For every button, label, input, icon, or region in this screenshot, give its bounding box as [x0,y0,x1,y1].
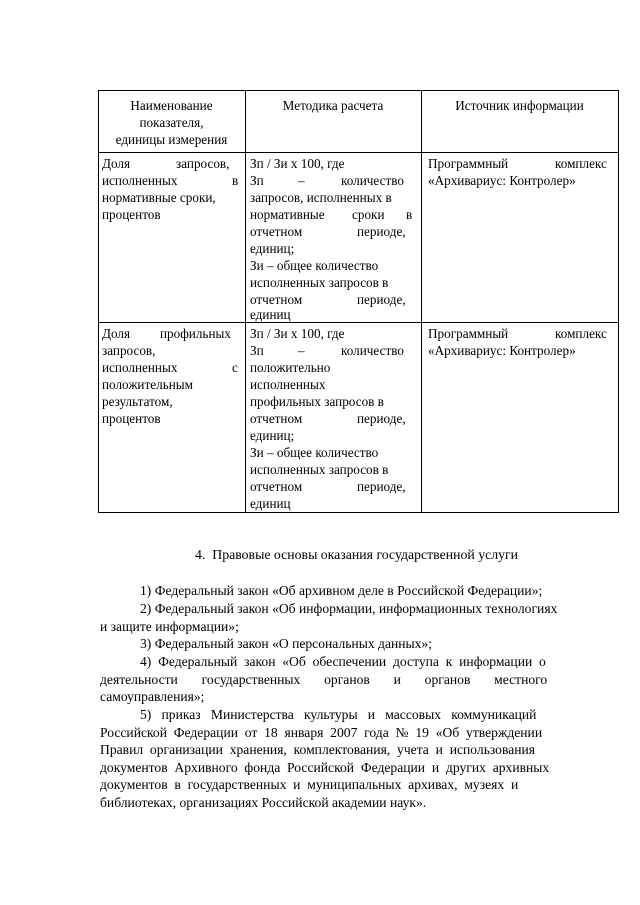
paragraph-line: 2) Федеральный закон «Об информации, информационных технологиях [140,601,558,616]
text-fragment: отчетном [250,479,303,494]
text-fragment: Зи – общее количество [250,258,379,273]
paragraph-line: документов Архивного фонда Российской Федерации и других архивных [100,759,550,775]
text-fragment: «Архивариус: Контролер» [428,343,576,358]
header-line: Методика расчета [282,98,384,113]
text-fragment: Программный [428,156,509,171]
text-fragment: Доля [102,156,131,171]
text-fragment: процентов [102,207,161,222]
text-fragment: отчетном [250,411,303,426]
text-fragment: нормативные сроки, [102,190,216,205]
law-item-5 [100,706,605,811]
text-fragment: запросов, [102,343,156,358]
text-fragment: исполненных запросов в [250,275,389,290]
text-fragment: Зи – общее количество [250,445,379,460]
law-item-1 [100,582,605,600]
paragraph-line: Российской Федерации от 18 января 2007 года № 19 «Об утверждении [100,724,543,740]
paragraph-line: 5) приказ Министерства культуры и массовых коммуникаций [140,707,537,722]
text-fragment: сроки [352,207,385,222]
table-header-divider [98,152,619,153]
text-fragment: с [232,360,238,375]
text-fragment: положительным [102,377,193,392]
law-item-4 [100,653,605,706]
table-border-right [618,90,619,512]
table-divider-2 [421,90,422,512]
text-fragment: Зп [250,173,264,188]
table-border-top [98,90,619,91]
text-fragment: положительно [250,360,331,375]
text-fragment: Зп / Зи х 100, где [250,156,345,171]
law-item-3 [100,635,605,653]
text-fragment: комплекс [555,326,607,341]
text-fragment: отчетном [250,292,303,307]
text-fragment: – [298,343,305,358]
text-fragment: единиц [250,496,291,511]
header-line: Источник информации [455,98,584,113]
text-fragment: комплекс [555,156,607,171]
text-fragment: в [232,173,239,188]
text-fragment: процентов [102,411,161,426]
text-fragment: периоде, [357,292,406,307]
table-border-bottom [98,512,619,513]
paragraph-line: Правил организации хранения, комплектования, учета и использования [100,742,536,757]
paragraph-line: самоуправления»; [100,689,205,704]
text-fragment: запросов, исполненных в [250,190,392,205]
text-fragment: профильных [160,326,231,341]
text-fragment: периоде, [357,411,406,426]
section-title: 4. Правовые основы оказания государственной услуги [195,547,519,562]
text-fragment: профильных запросов в [250,394,384,409]
law-item-2 [100,600,605,635]
text-fragment: исполненных запросов в [250,462,389,477]
text-fragment: периоде, [357,479,406,494]
paragraph-line: библиотеках, организациях Российской академии наук». [100,794,427,810]
text-fragment: нормативные [250,207,325,222]
text-fragment: количество [341,343,404,358]
text-fragment: результатом, [102,394,173,409]
header-line: единицы измерения [115,132,228,147]
paragraph-line: 3) Федеральный закон «О персональных данных»; [140,636,433,651]
text-fragment: Доля [102,326,131,341]
text-fragment: единиц; [250,241,295,256]
text-fragment: единиц [250,307,291,322]
table-border-left [98,90,99,512]
text-fragment: «Архивариус: Контролер» [428,173,576,188]
paragraph-line: и защите информации»; [100,618,239,634]
table-row-divider [98,322,619,323]
paragraph-line: документов в государственных и муниципальных архивах, музеях и [100,777,519,792]
paragraph-line: 4) Федеральный закон «Об обеспечении доступа к информации о [140,654,546,669]
text-fragment: отчетном [250,224,303,239]
text-fragment: Зп [250,343,264,358]
header-line: Наименование [130,98,213,113]
text-fragment: периоде, [357,224,406,239]
table-divider-1 [245,90,246,512]
text-fragment: количество [341,173,404,188]
text-fragment: Программный [428,326,509,341]
text-fragment: единиц; [250,428,295,443]
text-fragment: – [298,173,305,188]
paragraph-line: деятельности государственных органов и органов местного [100,671,548,687]
text-fragment: запросов, [176,156,230,171]
text-fragment: исполненных [102,360,178,375]
text-fragment: Зп / Зи х 100, где [250,326,345,341]
text-fragment: исполненных [250,377,326,392]
text-fragment: в [406,207,413,222]
paragraph-line: 1) Федеральный закон «Об архивном деле в Российской Федерации»; [140,583,543,598]
header-line: показателя, [139,115,204,130]
text-fragment: исполненных [102,173,178,188]
